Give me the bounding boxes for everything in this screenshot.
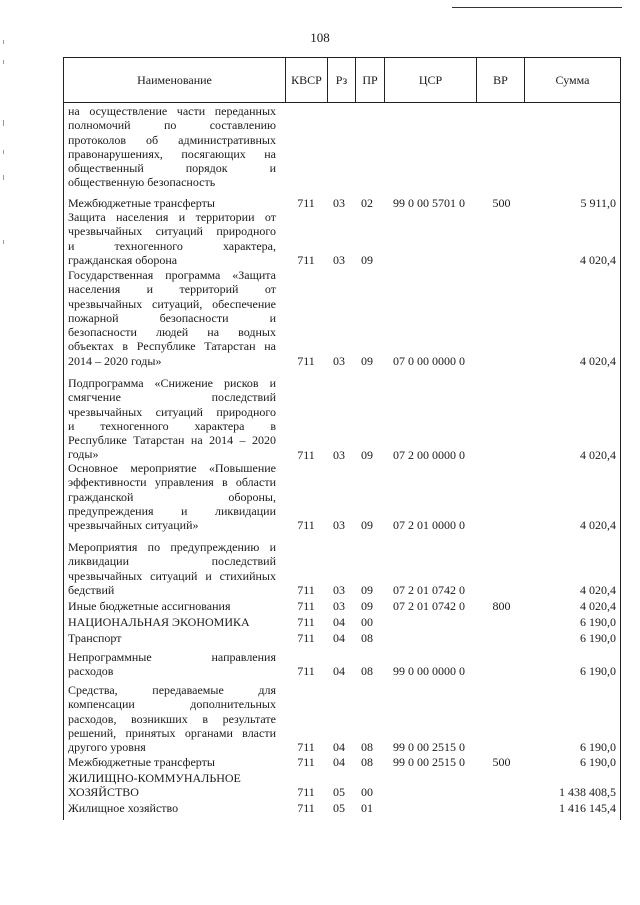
cell-pr: 09 (361, 447, 373, 462)
row-name-line: объектах в Республике Татарстан на (68, 339, 276, 354)
cell-csr: 07 2 01 0000 0 (393, 518, 465, 533)
table-row (64, 615, 620, 629)
cell-sum: 5 911,0 (580, 196, 616, 210)
binding-mark (3, 240, 4, 244)
row-name (68, 650, 276, 679)
cell-vr: 800 (492, 599, 511, 613)
header-name: Наименование (137, 72, 212, 87)
cell-sum: 4 020,4 (580, 599, 616, 613)
cell-pr: 01 (361, 801, 373, 815)
row-name (68, 196, 276, 210)
row-name-line: гражданской обороны, (68, 489, 276, 504)
cell-pr: 09 (361, 252, 373, 267)
binding-mark (3, 150, 4, 154)
row-name-line: смягчение последствий (68, 390, 276, 405)
header-kvsr: КВСР (285, 58, 327, 102)
cell-sum: 6 190,0 (580, 615, 616, 629)
table-row (64, 755, 620, 769)
table-row (64, 599, 620, 613)
cell-rz: 04 (333, 615, 345, 629)
binding-mark (3, 60, 4, 64)
row-name (68, 376, 276, 462)
table-row (64, 210, 620, 267)
row-name-line: гражданская оборона (68, 252, 178, 267)
table-row (64, 461, 620, 533)
row-name (68, 210, 276, 267)
table-row (64, 540, 620, 597)
cell-kvsr: 711 (297, 196, 315, 210)
row-name-line: чрезвычайных ситуаций и стихийных (68, 568, 276, 583)
header-pr: ПР (355, 58, 384, 102)
row-name (68, 683, 276, 754)
row-name-line: Транспорт (68, 631, 122, 645)
cell-kvsr: 711 (297, 801, 315, 815)
table-row (64, 268, 620, 368)
table-right-border (620, 103, 621, 820)
table-row (64, 683, 620, 755)
row-name (68, 801, 276, 815)
cell-rz: 03 (333, 252, 345, 267)
row-name-line: Межбюджетные трансферты (68, 755, 215, 769)
row-name-line: пожарной безопасности и (68, 310, 276, 325)
table-header (63, 57, 621, 103)
row-name-line: ЖИЛИЩНО-КОММУНАЛЬНОЕ (68, 771, 241, 785)
cell-sum: 6 190,0 (580, 631, 616, 645)
cell-csr: 07 2 00 0000 0 (393, 447, 465, 462)
row-name-line: населения и территорий от (68, 282, 276, 297)
cell-kvsr: 711 (297, 518, 315, 533)
table-row (64, 196, 620, 210)
cell-rz: 03 (333, 353, 345, 368)
cell-sum: 1 416 145,4 (559, 801, 616, 815)
row-name-line: и техногенного характера, (68, 238, 276, 253)
row-name-line: Непрограммные направления (68, 650, 276, 664)
row-name-line: и техногенного характера в (68, 418, 276, 433)
cell-rz: 03 (333, 582, 345, 597)
binding-mark (3, 175, 4, 180)
cell-kvsr: 711 (297, 599, 315, 613)
cell-sum: 4 020,4 (580, 582, 616, 597)
row-name-line: Основное мероприятие «Повышение (68, 461, 276, 475)
cell-kvsr: 711 (297, 615, 315, 629)
top-rule (452, 7, 622, 8)
cell-kvsr: 711 (297, 447, 315, 462)
row-name-line: общественную безопасность (68, 175, 216, 190)
cell-rz: 03 (333, 518, 345, 533)
row-name-line: Иные бюджетные ассигнования (68, 599, 231, 613)
row-name-line: предупреждения и ликвидации (68, 503, 276, 518)
cell-rz: 05 (333, 801, 345, 815)
row-name (68, 755, 276, 769)
header-sum: Сумма (524, 58, 620, 102)
row-name-line: Жилищное хозяйство (68, 801, 179, 815)
row-name-line: компенсации дополнительных (68, 697, 276, 712)
table-row (64, 104, 620, 190)
row-name (68, 461, 276, 532)
row-name (68, 615, 276, 629)
row-name-line: чрезвычайных ситуаций природного (68, 224, 276, 239)
row-name (68, 631, 276, 645)
row-name-line: безопасности людей на водных (68, 325, 276, 340)
row-name (68, 268, 276, 368)
cell-rz: 04 (333, 740, 345, 755)
row-name-line: Защита населения и территории от (68, 210, 276, 224)
cell-csr: 07 2 01 0742 0 (393, 582, 465, 597)
row-name-line: бедствий (68, 582, 115, 597)
row-name (68, 599, 276, 613)
row-name-line: протоколов об административных (68, 132, 276, 147)
row-name (68, 104, 276, 190)
row-name-line: ликвидации последствий (68, 554, 276, 569)
cell-kvsr: 711 (297, 785, 315, 800)
row-name-line: Мероприятия по предупреждению и (68, 540, 276, 554)
cell-csr: 07 2 01 0742 0 (393, 599, 465, 613)
cell-sum: 6 190,0 (580, 740, 616, 755)
cell-pr: 09 (361, 599, 373, 613)
cell-rz: 03 (333, 196, 345, 210)
row-name-line: расходов, возникших в результате (68, 711, 276, 726)
row-name-line: другого уровня (68, 740, 146, 755)
header-vr: ВР (476, 58, 524, 102)
cell-pr: 02 (361, 196, 373, 210)
cell-csr: 99 0 00 0000 0 (393, 664, 465, 679)
cell-pr: 08 (361, 755, 373, 769)
cell-csr: 07 0 00 0000 0 (393, 353, 465, 368)
row-name-line: полномочий по составлению (68, 118, 276, 133)
cell-pr: 08 (361, 740, 373, 755)
row-name-line: эффективности управления в области (68, 475, 276, 490)
cell-kvsr: 711 (297, 740, 315, 755)
cell-sum: 6 190,0 (580, 755, 616, 769)
cell-vr: 500 (492, 755, 511, 769)
table-row (64, 376, 620, 462)
row-name-line: решений, принятых органами власти (68, 725, 276, 740)
row-name-line: расходов (68, 664, 114, 679)
table-row (64, 631, 620, 645)
cell-kvsr: 711 (297, 582, 315, 597)
cell-vr: 500 (492, 196, 511, 210)
cell-sum: 4 020,4 (580, 252, 616, 267)
cell-kvsr: 711 (297, 755, 315, 769)
cell-rz: 03 (333, 447, 345, 462)
row-name-line: годы» (68, 447, 99, 462)
row-name (68, 771, 276, 800)
cell-pr: 08 (361, 631, 373, 645)
cell-pr: 00 (361, 785, 373, 800)
row-name-line: общественный порядок и (68, 161, 276, 176)
row-name-line: Подпрограмма «Снижение рисков и (68, 376, 276, 390)
cell-pr: 00 (361, 615, 373, 629)
row-name-line: 2014 – 2020 годы» (68, 353, 162, 368)
cell-rz: 03 (333, 599, 345, 613)
cell-kvsr: 711 (297, 353, 315, 368)
table-row (64, 801, 620, 815)
cell-sum: 1 438 408,5 (559, 785, 616, 800)
cell-pr: 09 (361, 582, 373, 597)
header-csr: ЦСР (384, 58, 476, 102)
cell-rz: 04 (333, 664, 345, 679)
cell-pr: 09 (361, 353, 373, 368)
row-name-line: чрезвычайных ситуаций природного (68, 404, 276, 419)
header-rz: Рз (327, 58, 355, 102)
row-name-line: Средства, передаваемые для (68, 683, 276, 697)
cell-kvsr: 711 (297, 252, 315, 267)
table-row (64, 771, 620, 800)
cell-kvsr: 711 (297, 664, 315, 679)
row-name (68, 540, 276, 597)
cell-sum: 4 020,4 (580, 447, 616, 462)
row-name-line: чрезвычайных ситуаций» (68, 518, 199, 533)
cell-csr: 99 0 00 2515 0 (393, 755, 465, 769)
cell-sum: 6 190,0 (580, 664, 616, 679)
row-name-line: ХОЗЯЙСТВО (68, 785, 139, 800)
cell-sum: 4 020,4 (580, 353, 616, 368)
cell-sum: 4 020,4 (580, 518, 616, 533)
cell-csr: 99 0 00 5701 0 (393, 196, 465, 210)
row-name-line: Межбюджетные трансферты (68, 196, 215, 210)
table-row (64, 650, 620, 679)
cell-pr: 09 (361, 518, 373, 533)
row-name-line: чрезвычайных ситуаций, обеспечение (68, 296, 276, 311)
row-name-line: Республике Татарстан на 2014 – 2020 (68, 433, 276, 448)
row-name-line: правонарушениях, посягающих на (68, 146, 276, 161)
cell-pr: 08 (361, 664, 373, 679)
row-name-line: Государственная программа «Защита (68, 268, 276, 282)
cell-csr: 99 0 00 2515 0 (393, 740, 465, 755)
row-name-line: НАЦИОНАЛЬНАЯ ЭКОНОМИКА (68, 615, 250, 629)
cell-rz: 04 (333, 631, 345, 645)
cell-rz: 05 (333, 785, 345, 800)
row-name-line: на осуществление части переданных (68, 104, 276, 118)
cell-rz: 04 (333, 755, 345, 769)
binding-mark (3, 120, 4, 126)
cell-kvsr: 711 (297, 631, 315, 645)
page-number: 108 (310, 30, 330, 45)
